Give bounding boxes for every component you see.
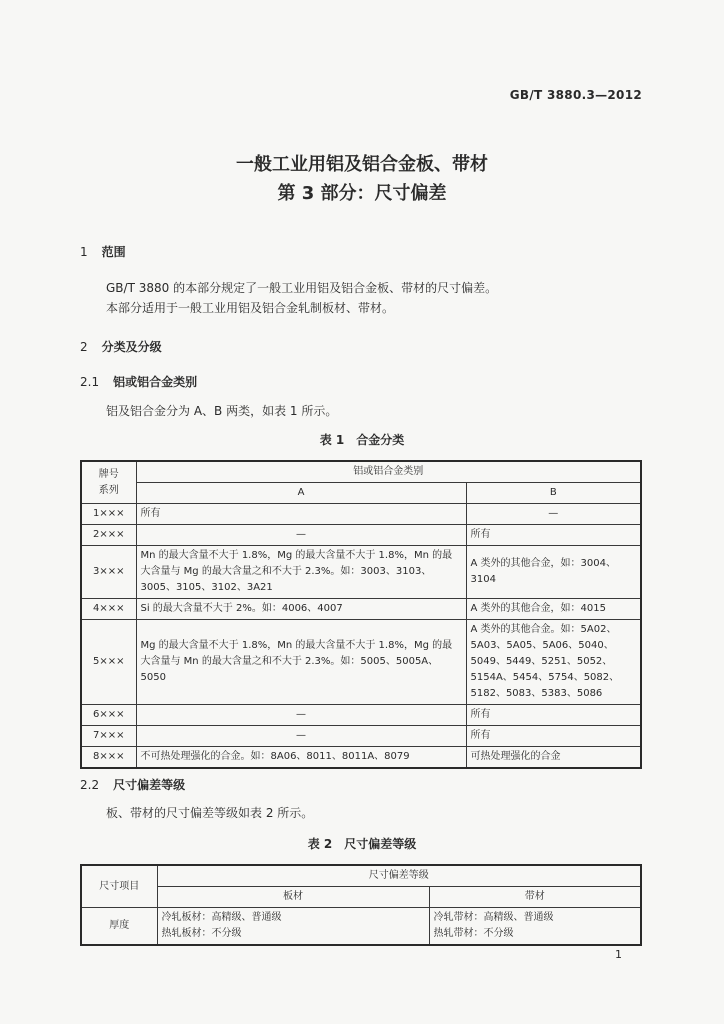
class-a-cell: Mn 的最大含量不大于 1.8%，Mg 的最大含量不大于 1.8%，Mn 的最大含量与 Mg 的最大含量之和不大于 2.3%。如：3003、3103、3005、3105、3102、3A21 — [136, 546, 466, 599]
section-2-2-heading — [80, 776, 185, 793]
class-b-cell: A 类外的其他合金。如：5A02、5A03、5A05、5A06、5040、5049、5449、5251、5052、5154A、5454、5754、5082、5182、5083、5383、5086 — [466, 620, 641, 705]
class-b-cell: 所有 — [466, 726, 641, 747]
table-row — [81, 726, 641, 747]
table-row — [81, 525, 641, 546]
class-b-cell: — — [466, 504, 641, 525]
class-a-cell: — — [136, 726, 466, 747]
header-item: 尺寸项目 — [81, 865, 157, 908]
document-subtitle: 第 3 部分：尺寸偏差 — [277, 183, 447, 204]
series-cell: 1××× — [81, 504, 136, 525]
table-row — [81, 908, 641, 946]
standard-code: GB/T 3880.3—2012 — [509, 88, 642, 102]
series-cell: 4××× — [81, 599, 136, 620]
header-class-b: B — [466, 483, 641, 504]
header-class-a: A — [136, 483, 466, 504]
class-a-cell: — — [136, 705, 466, 726]
page-number: 1 — [615, 948, 622, 961]
paragraph: 板、带材的尺寸偏差等级如表 2 所示。 — [106, 806, 314, 820]
table-1-caption: 表 1 合金分类 — [319, 433, 405, 447]
class-a-cell: 不可热处理强化的合金。如：8A06、8011、8011A、8079 — [136, 747, 466, 769]
header-grade-series: 牌号 系列 — [81, 461, 136, 504]
section-number: 2.2 — [80, 778, 100, 792]
table-row — [81, 620, 641, 705]
series-cell: 3××× — [81, 546, 136, 599]
paragraph: 铝及铝合金分为 A、B 两类，如表 1 所示。 — [106, 404, 338, 418]
item-cell: 厚度 — [81, 908, 157, 946]
series-cell: 7××× — [81, 726, 136, 747]
table-2-caption: 表 2 尺寸偏差等级 — [307, 837, 417, 851]
class-b-cell: 所有 — [466, 525, 641, 546]
paragraph: GB/T 3880 的本部分规定了一般工业用铝及铝合金板、带材的尺寸偏差。 — [106, 281, 498, 295]
section-number: 2.1 — [80, 375, 100, 389]
section-title: 范围 — [101, 245, 126, 259]
section-2-heading — [80, 338, 162, 355]
header-category: 铝或铝合金类别 — [136, 461, 641, 483]
header-plate: 板材 — [157, 887, 429, 908]
table-row — [81, 705, 641, 726]
class-a-cell: Si 的最大含量不大于 2%。如：4006、4007 — [136, 599, 466, 620]
series-cell: 6××× — [81, 705, 136, 726]
section-title: 分类及分级 — [101, 340, 162, 354]
document-title: 一般工业用铝及铝合金板、带材 — [236, 154, 488, 175]
class-b-cell: A 类外的其他合金，如：4015 — [466, 599, 641, 620]
class-a-cell: Mg 的最大含量不大于 1.8%，Mn 的最大含量不大于 1.8%，Mg 的最大含量与 Mn 的最大含量之和不大于 2.3%。如：5005、5005A、5050 — [136, 620, 466, 705]
class-b-cell: A 类外的其他合金，如：3004、3104 — [466, 546, 641, 599]
class-b-cell: 可热处理强化的合金 — [466, 747, 641, 769]
table-row — [81, 599, 641, 620]
series-cell: 8××× — [81, 747, 136, 769]
series-cell: 5××× — [81, 620, 136, 705]
series-cell: 2××× — [81, 525, 136, 546]
section-number: 1 — [80, 245, 88, 259]
class-a-cell: 所有 — [136, 504, 466, 525]
table-row — [81, 747, 641, 769]
strip-cell: 冷轧带材：高精级、普通级 热轧带材：不分级 — [429, 908, 641, 946]
section-number: 2 — [80, 340, 88, 354]
section-title: 尺寸偏差等级 — [113, 778, 186, 792]
section-title: 铝或铝合金类别 — [113, 375, 198, 389]
dimension-tolerance-table — [80, 864, 642, 946]
header-strip: 带材 — [429, 887, 641, 908]
class-a-cell: — — [136, 525, 466, 546]
class-b-cell: 所有 — [466, 705, 641, 726]
table-row — [81, 504, 641, 525]
section-1-heading — [80, 243, 126, 260]
header-tolerance-grade: 尺寸偏差等级 — [157, 865, 641, 887]
paragraph: 本部分适用于一般工业用铝及铝合金轧制板材、带材。 — [106, 301, 395, 315]
plate-cell: 冷轧板材：高精级、普通级 热轧板材：不分级 — [157, 908, 429, 946]
table-row — [81, 546, 641, 599]
section-2-1-heading — [80, 373, 197, 390]
alloy-classification-table — [80, 460, 642, 769]
